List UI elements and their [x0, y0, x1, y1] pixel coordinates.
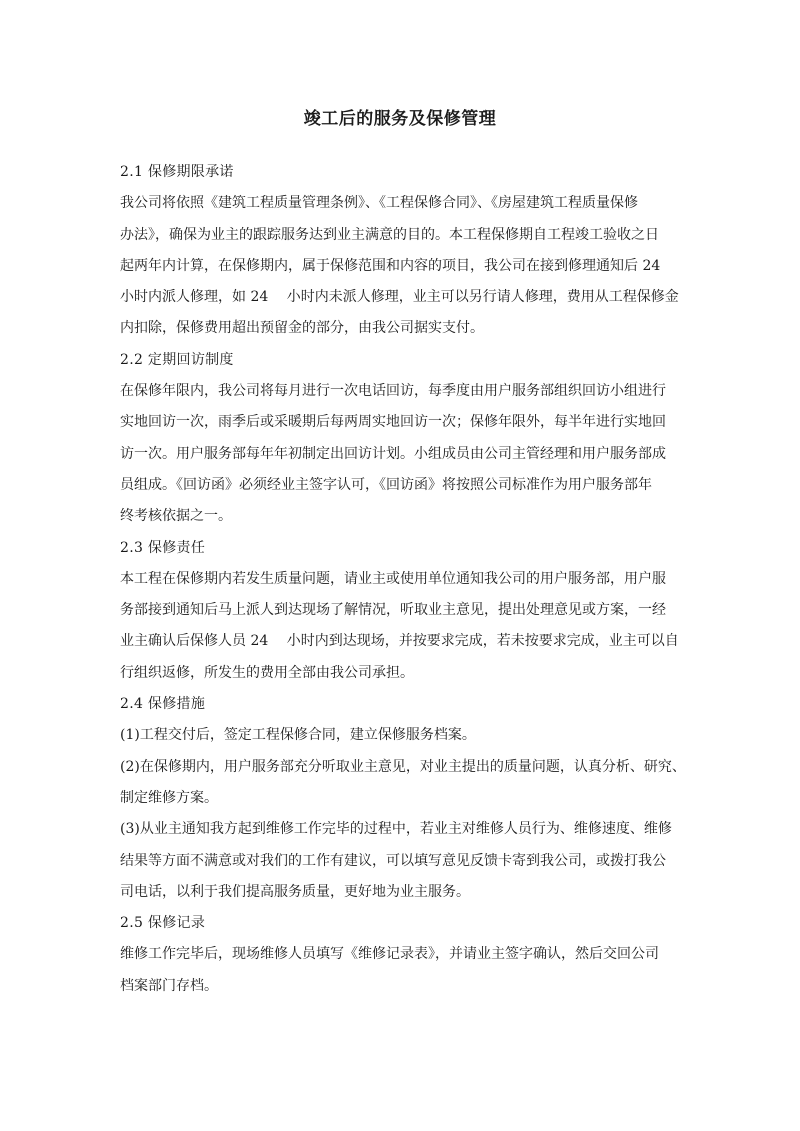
paragraph-line: 小时内派人修理，如 24 小时内未派人修理，业主可以另行请人修理，费用从工程保修金: [120, 289, 679, 306]
paragraph-line: 我公司将依照《建筑工程质量管理条例》、《工程保修合同》、《房屋建筑工程质量保修: [120, 195, 638, 212]
section-heading-2-4: 2.4 保修措施: [120, 696, 206, 713]
paragraph-line: 终考核依据之一。: [120, 508, 232, 525]
paragraph-line: 制定维修方案。: [120, 789, 218, 806]
paragraph-line: 结果等方面不满意或对我们的工作有建议，可以填写意见反馈卡寄到我公司，或拨打我公: [120, 852, 666, 869]
paragraph-line: 档案部门存档。: [120, 977, 218, 994]
paragraph-line: 司电话，以利于我们提高服务质量，更好地为业主服务。: [120, 883, 470, 900]
paragraph-line: 起两年内计算，在保修期内，属于保修范围和内容的项目，我公司在接到修理通知后 24: [120, 257, 661, 274]
paragraph-line: 维修工作完毕后，现场维修人员填写《维修记录表》，并请业主签字确认，然后交回公司: [120, 946, 659, 963]
paragraph-line: 办法》，确保为业主的跟踪服务达到业主满意的目的。本工程保修期自工程竣工验收之日: [120, 226, 659, 243]
paragraph-line: 实地回访一次，雨季后或采暖期后每两周实地回访一次；保修年限外，每半年进行实地回: [120, 414, 666, 431]
list-item: (2)在保修期内，用户服务部充分听取业主意见，对业主提出的质量问题，认真分析、研究、: [120, 758, 686, 775]
paragraph-line: 访一次。用户服务部每年年初制定出回访计划。小组成员由公司主管经理和用户服务部成: [120, 445, 666, 462]
paragraph-line: 本工程在保修期内若发生质量问题，请业主或使用单位通知我公司的用户服务部，用户服: [120, 570, 666, 587]
section-heading-2-2: 2.2 定期回访制度: [120, 351, 234, 368]
section-heading-2-5: 2.5 保修记录: [120, 915, 206, 932]
page-title: 竣工后的服务及保修管理: [303, 109, 497, 129]
paragraph-line: 业主确认后保修人员 24 小时内到达现场，并按要求完成，若未按要求完成，业主可以自: [120, 633, 679, 650]
document-body: [120, 157, 690, 1002]
paragraph-line: 在保修年限内，我公司将每月进行一次电话回访，每季度由用户服务部组织回访小组进行: [120, 383, 666, 400]
paragraph-line: 内扣除，保修费用超出预留金的部分，由我公司据实支付。: [120, 320, 484, 337]
section-heading-2-1: 2.1 保修期限承诺: [120, 164, 234, 180]
paragraph-line: 行组织返修，所发生的费用全部由我公司承担。: [120, 664, 414, 681]
paragraph-line: 员组成。《回访函》必须经业主签字认可，《回访函》将按照公司标准作为用户服务部年: [120, 476, 652, 493]
section-heading-2-3: 2.3 保修责任: [120, 539, 206, 556]
paragraph-line: 务部接到通知后马上派人到达现场了解情况，听取业主意见，提出处理意见或方案，一经: [120, 602, 666, 619]
list-item: (1)工程交付后，签定工程保修合同，建立保修服务档案。: [120, 727, 476, 744]
list-item: (3)从业主通知我方起到维修工作完毕的过程中，若业主对维修人员行为、维修速度、维修: [120, 821, 672, 838]
